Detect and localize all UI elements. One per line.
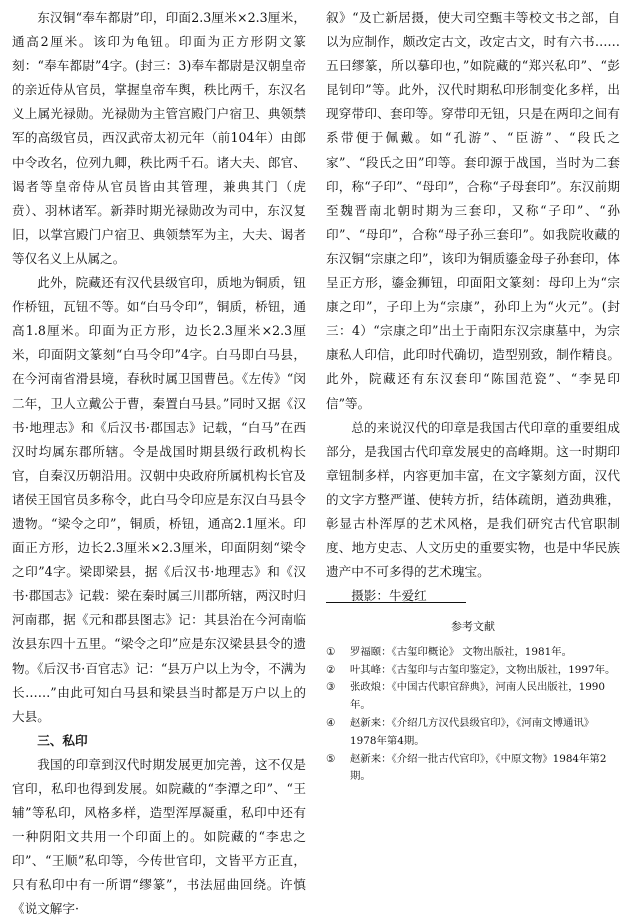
photo-credit: 摄影：牛爱红 <box>351 588 427 604</box>
reference-text: 赵新来：《介绍一批古代官印》，《中原文物》1984年第2期。 <box>350 752 607 783</box>
reference-number: ④ <box>326 716 336 729</box>
body-paragraph: 总的来说汉代的印章是我国古代印章的重要组成部分，是我国古代印章发展史的高峰期。这一时期印章钮制多样，内容更加丰富，在文字篆刻方面，汉代的文字方整严谨、使转方折，结体疏朗，遒劲典雅，彰显古朴浑厚的艺术风格，是我们研究古代官职制度、地方史志、人文历史的重要实物，也是中华民族遗产中不可多得的艺术瑰宝。 <box>326 419 620 580</box>
reference-text: 赵新来：《介绍几方汉代县级官印》，《河南文博通讯》1978年第4期。 <box>350 716 595 747</box>
reference-item <box>326 679 620 715</box>
reference-number: ③ <box>326 681 336 694</box>
reference-text: 罗福颐：《古玺印概论》 文物出版社，1981年。 <box>350 645 572 658</box>
reference-number: ⑤ <box>326 752 336 765</box>
body-paragraph: 此外，院藏还有汉代县级官印，质地为铜质，钮作桥钮，瓦钮不等。如“白马令印”，铜质，桥钮，通高1.8厘米。印面为正方形，边长2.3厘米×2.3厘米，印面阴文篆刻“白马令印”4字。白马即白马县，在今河南省滑县境，春秋时属卫国曹邑。《左传》“闵二年，卫人立戴公于曹，秦置白马县。”同时又据《汉书·地理志》和《后汉书·郡国志》记载，“白马”在西汉时均属东郡所辖。令是战国时期县级行政机构长官，自秦汉历朝沿用。汉朝中央政府所属机构长官及诸侯王国官员多称令，此白马令印应是东汉白马县令遗物。“梁令之印”，铜质，桥钮，通高2.1厘米。印面正方形，边长2.3厘米×2.3厘米，印面阴刻“梁令之印”4字。梁即梁县，据《后汉书·地理志》和《汉书·郡国志》记载：梁在秦时属三川郡所辖，两汉时归河南郡，据《元和郡县图志》记：其县治在今河南临汝县东四十五里。“梁令之印”应是东汉梁县县令的遗物。《后汉书·百官志》记：“县万户以上为令，不满为长……”由此可知白马县和梁县当时都是万户以上的大县。 <box>12 275 306 724</box>
reference-item <box>326 751 620 787</box>
reference-text: 张政烺：《中国古代职官辞典》，河南人民出版社，1990年。 <box>350 681 606 712</box>
reference-text: 叶其峰：《古玺印与古玺印鉴定》，文物出版社，1997年。 <box>350 663 616 676</box>
references-divider <box>326 602 466 603</box>
section-heading: 三、私印 <box>37 732 88 748</box>
references-section <box>326 618 620 786</box>
right-column <box>326 6 620 608</box>
reference-number: ② <box>326 663 336 676</box>
reference-item <box>326 715 620 751</box>
body-paragraph: 我国的印章到汉代时期发展更加完善，这不仅是官印，私印也得到发展。如院藏的“李潭之印”、“王辅”等私印，风格多样，造型浑厚凝重，私印中还有一种阴阳文共用一个印面上的。如院藏的“李忠之印”、“王顺”私印等，今传世官印，文皆平方正直，只有私印中有一所谓“缪篆”，书法屈曲回绕。许慎《说文解字· <box>12 756 306 917</box>
reference-item <box>326 662 620 680</box>
left-column <box>12 6 306 922</box>
references-title: 参考文献 <box>451 620 495 633</box>
reference-item <box>326 644 620 662</box>
reference-number: ① <box>326 645 336 658</box>
body-paragraph: 叙》“及亡新居摄，使大司空甄丰等校文书之部，自以为应制作，颇改定古文，改定古文，时有六书……五曰缪篆，所以摹印也，”如院藏的“郑兴私印”、“彭昆钊印”等。此外，汉代时期私印形制变化多样，出现穿带印、套印等。穿带印无钮，只是在两印之间有系带便于佩戴。如“孔游”、“臣游”、“段氏之家”、“段氏之田”印等。套印源于战国，当时为二套印，称“子印”、“母印”，合称“子母套印”。东汉前期至魏晋南北朝时期为三套印，又称“子印”、“孙印”、“母印”，合称“母子孙三套印”。如我院收藏的东汉铜“宗康之印”，该印为铜质鎏金母子孙套印，体呈正方形，鎏金狮钮，印面阳文篆刻：母印上为“宗康之印”，子印上为“宗康”，孙印上为“火元”。(封三：4）“宗康之印”出土于南阳东汉宗康墓中，为宗康私人印信，此印时代确切，造型别致，制作精良。此外，院藏还有东汉套印“陈国范瓷”、“李晃印信”等。 <box>326 10 620 411</box>
body-paragraph: 东汉铜“奉车都尉”印，印面2.3厘米×2.3厘米，通高2厘米。该印为龟钮。印面为正方形阴文篆刻：“奉车都尉”4字。(封三：3)奉车都尉是汉朝皇帝的亲近侍从官员，掌握皇帝车舆，秩比两千，东汉名义上属光禄勋。光禄勋为主管宫殿门户宿卫、典领禁军的高级官员，西汉武帝太初元年（前104年）由郎中令改名，位列九卿，秩比两千石。诸大夫、郎官、谒者等皇帝侍从官员皆由其管理，兼典其门（虎贲）、羽林诸军。新莽时期光禄勋改为司中，东汉复旧，以掌宫殿门户宿卫、典领禁军为主，大夫、谒者等仅名义上从属之。 <box>12 10 306 266</box>
